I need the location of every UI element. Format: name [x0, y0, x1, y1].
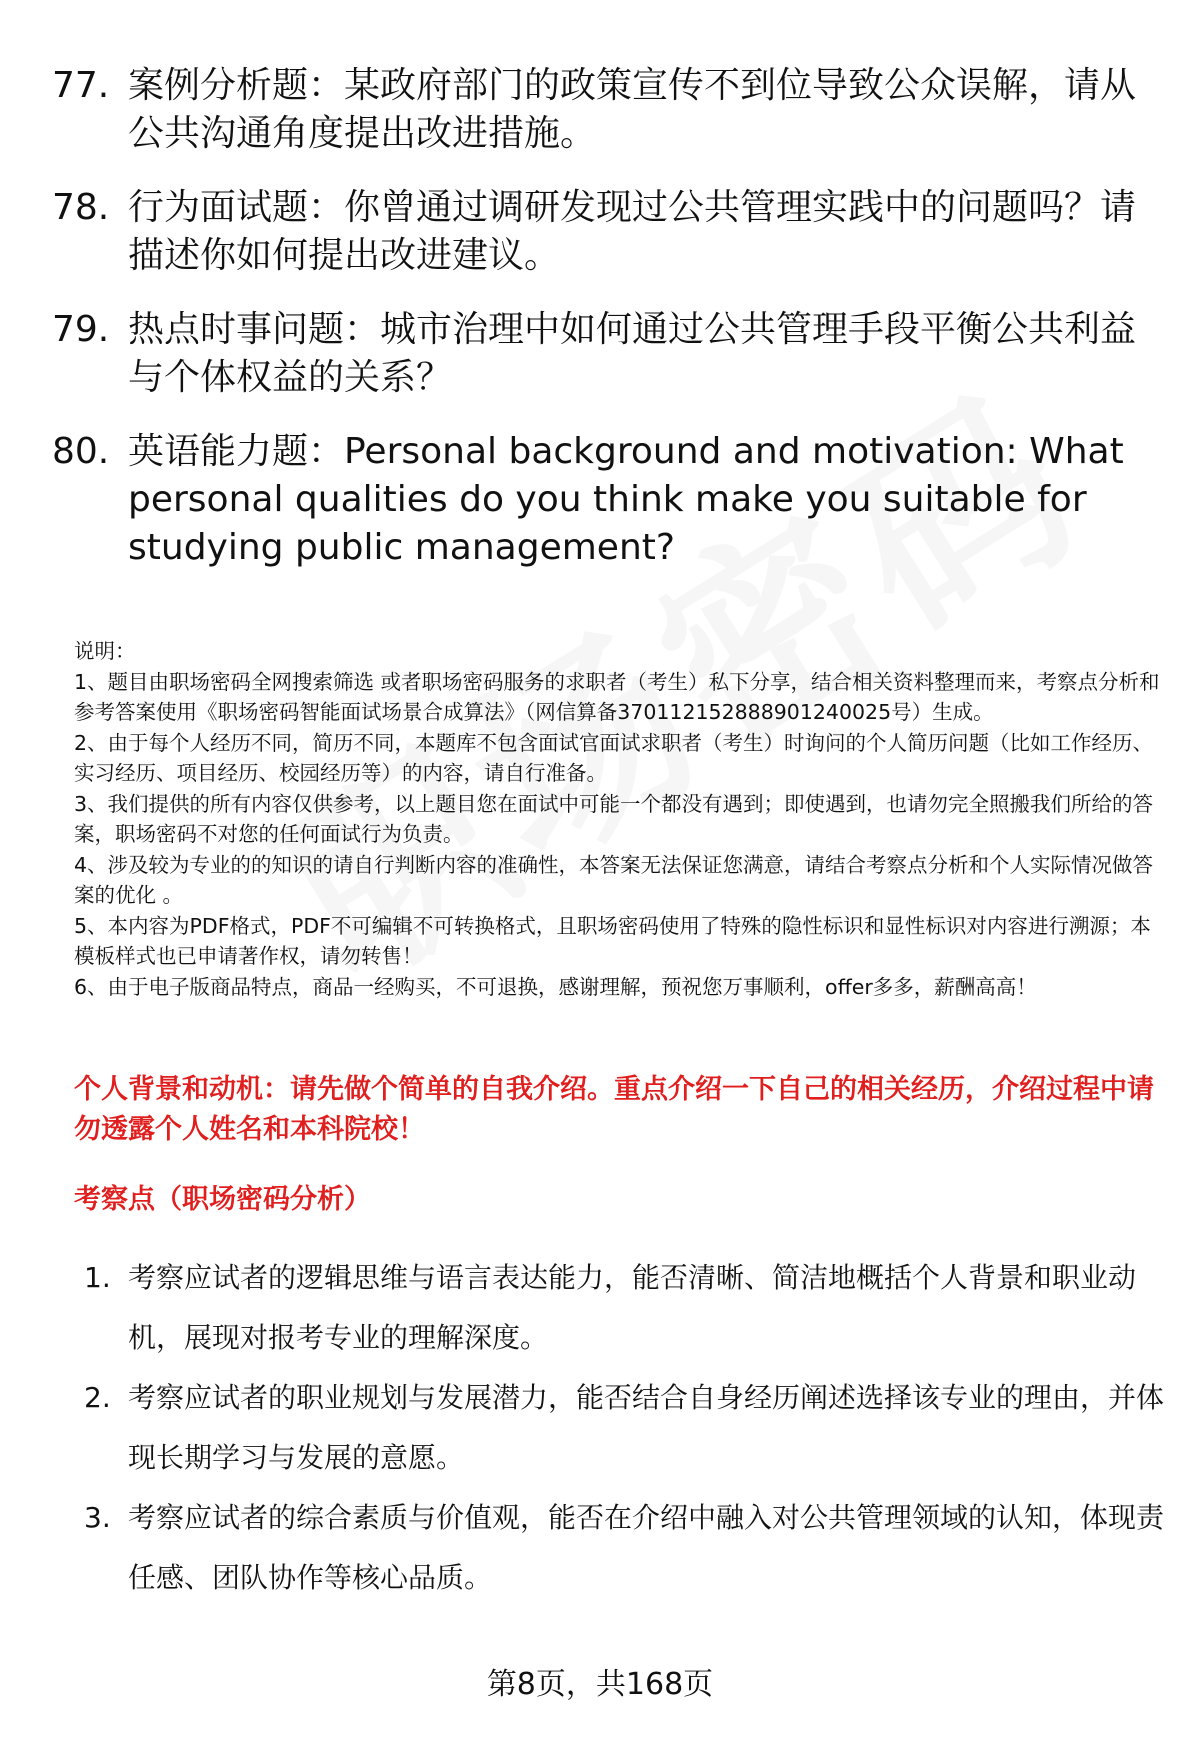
- question-text: 行为面试题：你曾通过调研发现过公共管理实践中的问题吗？请描述你如何提出改进建议。: [128, 187, 1137, 276]
- point-number: 2.: [84, 1381, 111, 1414]
- question-heading: 个人背景和动机：请先做个简单的自我介绍。重点介绍一下自己的相关经历，介绍过程中请勿透露个人姓名和本科院校！: [74, 1074, 1154, 1145]
- note-item-6: 6、由于电子版商品特点，商品一经购买，不可退换，感谢理解，预祝您万事顺利，offer多多，薪酬高高！: [74, 974, 1037, 999]
- question-79: [52, 306, 1142, 402]
- question-text: 案例分析题：某政府部门的政策宣传不到位导致公众误解，请从公共沟通角度提出改进措施。: [128, 65, 1137, 154]
- question-number: 79.: [52, 309, 110, 350]
- question-text: 英语能力题：Personal background and motivation: What personal qualities do you think make you suitable for studying public management?: [128, 431, 1124, 568]
- list-item: [84, 1368, 1164, 1488]
- point-text: 考察应试者的职业规划与发展潜力，能否结合自身经历阐述选择该专业的理由，并体现长期学习与发展的意愿。: [128, 1381, 1165, 1474]
- note-item-5: 5、本内容为PDF格式，PDF不可编辑不可转换格式，且职场密码使用了特殊的隐性标识和显性标识对内容进行溯源；本模板样式也已申请著作权，请勿转售！: [74, 913, 1151, 968]
- question-number: 80.: [52, 431, 110, 472]
- point-number: 3.: [84, 1501, 111, 1534]
- points-heading: 考察点（职场密码分析）: [74, 1184, 371, 1215]
- question-number: 77.: [52, 65, 110, 106]
- notes-title: 说明：: [74, 639, 136, 663]
- question-78: [52, 184, 1142, 280]
- point-text: 考察应试者的逻辑思维与语言表达能力，能否清晰、简洁地概括个人背景和职业动机，展现对报考专业的理解深度。: [128, 1261, 1137, 1354]
- question-text: 热点时事问题：城市治理中如何通过公共管理手段平衡公共利益与个体权益的关系？: [128, 309, 1137, 398]
- note-item-2: 2、由于每个人经历不同，简历不同，本题库不包含面试官面试求职者（考生）时询问的个人简历问题（比如工作经历、实习经历、项目经历、校园经历等）的内容，请自行准备。: [74, 730, 1154, 785]
- point-number: 1.: [84, 1261, 111, 1294]
- question-80: [52, 428, 1142, 572]
- question-number: 78.: [52, 187, 110, 228]
- list-item: [84, 1488, 1164, 1608]
- point-text: 考察应试者的综合素质与价值观，能否在介绍中融入对公共管理领域的认知，体现责任感、团队协作等核心品质。: [128, 1501, 1165, 1594]
- page-footer: 第8页，共168页: [486, 1667, 714, 1702]
- note-item-4: 4、涉及较为专业的的知识的请自行判断内容的准确性，本答案无法保证您满意，请结合考察点分析和个人实际情况做答案的优化 。: [74, 852, 1154, 907]
- question-77: [52, 62, 1142, 158]
- list-item: [84, 1248, 1164, 1368]
- points-list: [84, 1248, 1164, 1608]
- notes-section: [74, 636, 1164, 1002]
- note-item-3: 3、我们提供的所有内容仅供参考，以上题目您在面试中可能一个都没有遇到；即使遇到，也请勿完全照搬我们所给的答案，职场密码不对您的任何面试行为负责。: [74, 791, 1154, 846]
- note-item-1: 1、题目由职场密码全网搜索筛选 或者职场密码服务的求职者（考生）私下分享，结合相关资料整理而来，考察点分析和参考答案使用《职场密码智能面试场景合成算法》（网信算备370112152888901240025号）生成。: [74, 669, 1160, 724]
